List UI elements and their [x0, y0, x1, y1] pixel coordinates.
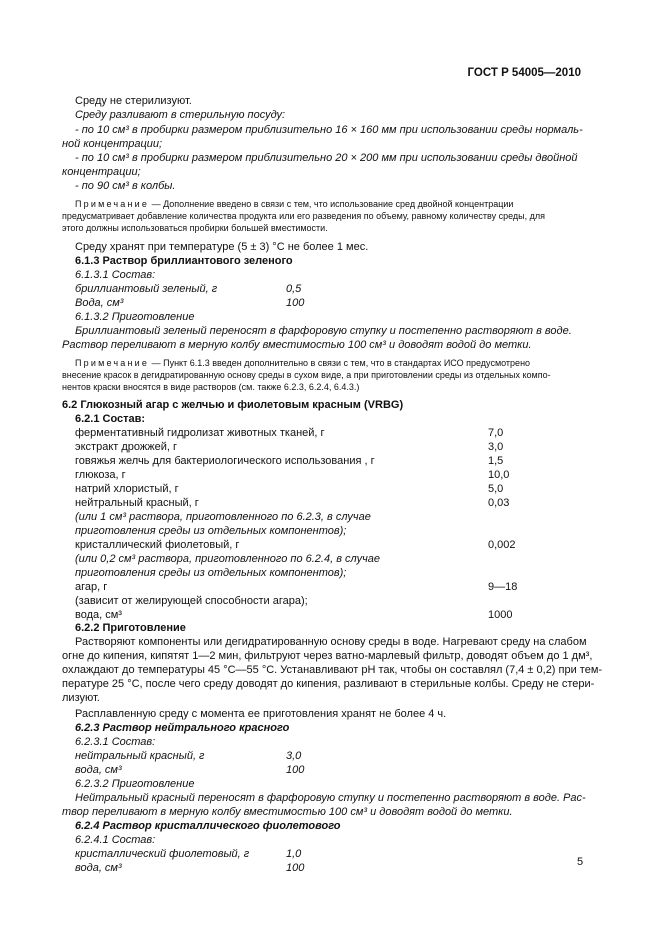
- text-line: Растворяют компоненты или дегидратированную основу среды в воде. Нагревают среду на слабом: [75, 636, 587, 648]
- composition-value: 1,5: [488, 455, 504, 467]
- composition-value: 9—18: [488, 581, 518, 593]
- text-line: Среду не стерилизуют.: [75, 95, 192, 107]
- text-line: Среду разливают в стерильную посуду:: [75, 109, 286, 121]
- composition-value: 0,03: [488, 497, 510, 509]
- text-line: 6.1.3.2 Приготовление: [75, 311, 195, 323]
- composition-value: 1,0: [286, 848, 302, 860]
- text-line: ферментативный гидролизат животных тканей, г: [75, 427, 325, 439]
- text-line: 6.2.3.1 Состав:: [75, 736, 156, 748]
- text-line: 6.2.4 Раствор кристаллического фиолетового: [75, 820, 341, 832]
- text-line: предусматривает добавление количества продукта или его разведения по объему, равному количеству среды, для: [62, 211, 545, 221]
- text-line: натрий хлористый, г: [75, 483, 179, 495]
- text-line: (или 0,2 см³ раствора, приготовленного по 6.2.4, в случае: [75, 553, 381, 565]
- text-line: - по 10 см³ в пробирки размером приблизительно 16 × 160 мм при использовании среды нормаль-: [75, 124, 583, 136]
- composition-value: 0,5: [286, 283, 302, 295]
- text-line: Бриллиантовый зеленый переносят в фарфоровую ступку и постепенно растворяют в воде.: [75, 325, 572, 337]
- text-line: - по 10 см³ в пробирки размером приблизительно 20 × 200 мм при использовании среды двойной: [75, 152, 578, 164]
- composition-value: 3,0: [286, 750, 302, 762]
- text-line: экстракт дрожжей, г: [75, 441, 177, 453]
- composition-value: 10,0: [488, 469, 510, 481]
- text-line: Расплавленную среду с момента ее приготовления хранят не более 4 ч.: [75, 708, 447, 720]
- text-line: (или 1 см³ раствора, приготовленного по 6.2.3, в случае: [75, 511, 371, 523]
- text-line: глюкоза, г: [75, 469, 126, 481]
- composition-value: 100: [286, 764, 305, 776]
- text-line: внесение красок в дегидратированную основу среды в сухом виде, а при приготовлении среды из отдельных компо-: [62, 370, 551, 380]
- composition-value: 100: [286, 297, 305, 309]
- text-line: твор переливают в мерную колбу вместимостью 100 см³ и доводят водой до метки.: [62, 806, 513, 818]
- text-line: приготовления среды из отдельных компонентов);: [75, 525, 347, 537]
- text-line: 6.1.3.1 Состав:: [75, 269, 156, 281]
- text-line: 6.2.4.1 Состав:: [75, 834, 156, 846]
- text-line: 6.2.2 Приготовление: [75, 622, 186, 634]
- text-line: 6.2.1 Состав:: [75, 413, 146, 425]
- text-line: Примечание — Пункт 6.1.3 введен дополнительно в связи с тем, что в стандартах ИСО предусмотрено: [75, 358, 531, 368]
- text-line: охлаждают до температуры 45 °С—55 °С. Устанавливают рН так, чтобы он составлял (7,4 ± 0,2) при тем-: [62, 664, 603, 676]
- text-line: Среду хранят при температуре (5 ± 3) °С не более 1 мес.: [75, 241, 369, 253]
- composition-value: 5,0: [488, 483, 504, 495]
- text-line: приготовления среды из отдельных компонентов);: [75, 567, 347, 579]
- composition-value: 100: [286, 862, 305, 874]
- text-line: Вода, см³: [75, 297, 124, 309]
- text-line: нентов краски вносятся в виде растворов (см. также 6.2.3, 6.2.4, 6.4.3.): [62, 382, 360, 392]
- document-header: ГОСТ Р 54005—2010: [467, 67, 581, 79]
- text-line: Раствор переливают в мерную колбу вместимостью 100 см³ и доводят водой до метки.: [62, 339, 532, 351]
- text-line: концентрации;: [62, 166, 141, 178]
- composition-value: 7,0: [488, 427, 504, 439]
- text-line: вода, см³: [75, 764, 122, 776]
- text-line: огне до кипения, кипятят 1—2 мин, фильтруют через ватно-марлевый фильтр, доводят объем до 1 дм³,: [62, 650, 593, 662]
- text-line: лизуют.: [62, 692, 100, 704]
- text-line: Нейтральный красный переносят в фарфоровую ступку и постепенно растворяют в воде. Рас-: [75, 792, 586, 804]
- text-line: вода, см³: [75, 609, 122, 621]
- composition-value: 3,0: [488, 441, 504, 453]
- text-line: этого должны использоваться пробирки большей вместимости.: [62, 223, 328, 233]
- text-line: нейтральный красный, г: [75, 750, 205, 762]
- composition-value: 0,002: [488, 539, 516, 551]
- text-line: ной концентрации;: [62, 138, 163, 150]
- composition-value: 1000: [488, 609, 513, 621]
- text-line: 6.1.3 Раствор бриллиантового зеленого: [75, 255, 293, 267]
- text-line: 6.2.3.2 Приготовление: [75, 778, 195, 790]
- text-line: 6.2 Глюкозный агар с желчью и фиолетовым красным (VRBG): [62, 399, 404, 411]
- page-number: 5: [577, 856, 584, 868]
- text-line: нейтральный красный, г: [75, 497, 199, 509]
- text-line: говяжья желчь для бактериологического использования , г: [75, 455, 375, 467]
- text-line: (зависит от желирующей способности агара);: [75, 595, 308, 607]
- text-line: пературе 25 °С, после чего среду доводят до кипения, разливают в стерильные колбы. Среду не стери-: [62, 678, 595, 690]
- text-line: кристаллический фиолетовый, г: [75, 848, 250, 860]
- text-line: - по 90 см³ в колбы.: [75, 180, 176, 192]
- text-line: кристаллический фиолетовый, г: [75, 539, 240, 551]
- text-line: Примечание — Дополнение введено в связи с тем, что использование сред двойной концентрации: [75, 199, 514, 209]
- text-line: бриллиантовый зеленый, г: [75, 283, 218, 295]
- text-line: агар, г: [75, 581, 108, 593]
- text-line: 6.2.3 Раствор нейтрального красного: [75, 722, 290, 734]
- text-line: вода, см³: [75, 862, 122, 874]
